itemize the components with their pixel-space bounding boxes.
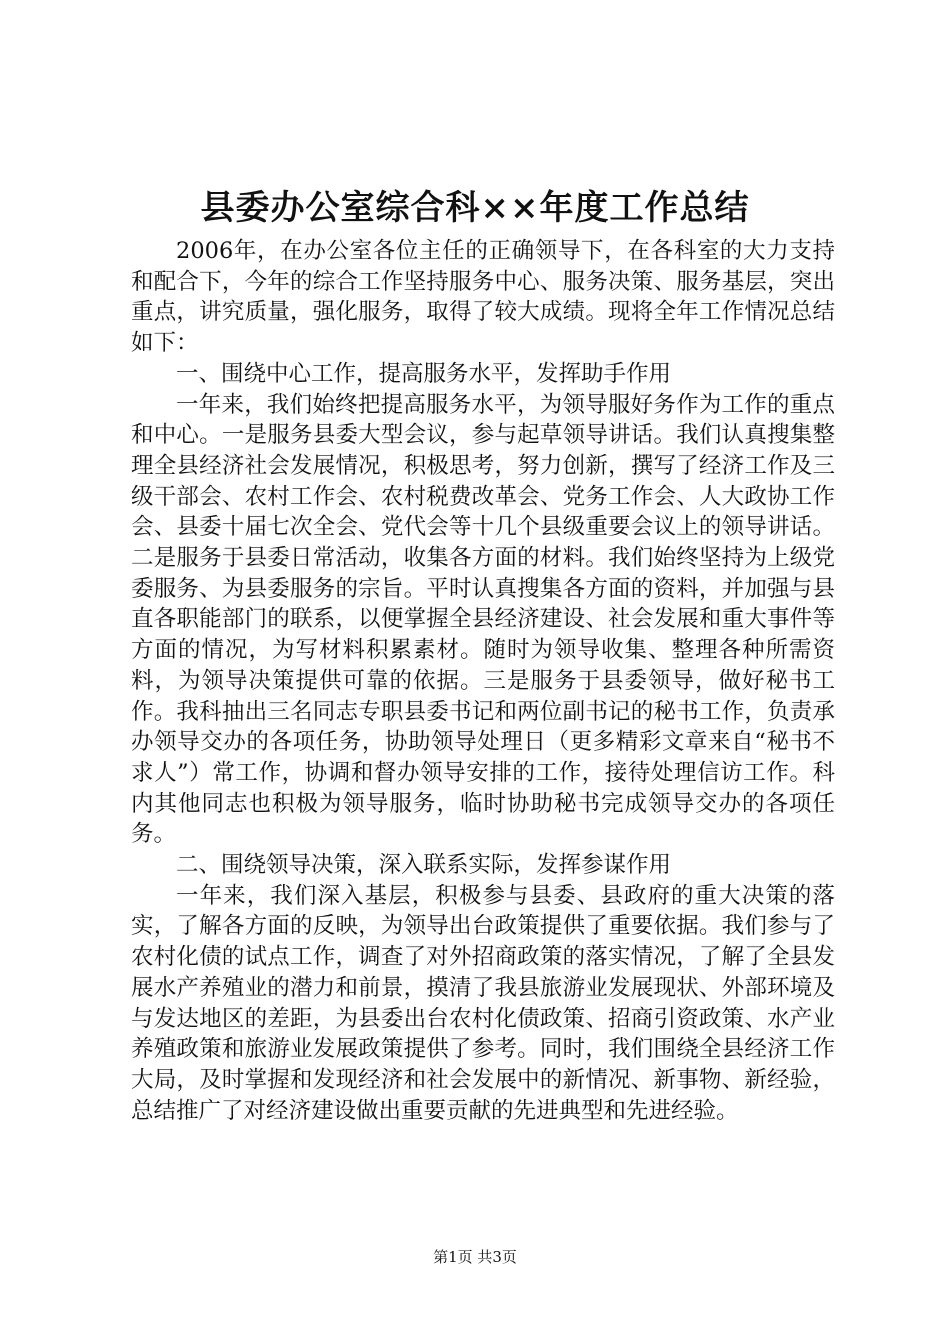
section-heading-1: 一、围绕中心工作，提高服务水平，发挥助手作用 [176, 360, 672, 387]
paragraph-section-2: 一年来，我们深入基层，积极参与县委、县政府的重大决策的落实，了解各方面的反映，为领导出台政策提供了重要依据。我们参与了农村化债的试点工作，调查了对外招商政策的落实情况，了解了全县发展水产养殖业的潜力和前景，摸清了我县旅游业发展现状、外部环境及与发达地区的差距，为县委出台农村化债政策、招商引资政策、水产业养殖政策和旅游业发展政策提供了参考。同时，我们围绕全县经济工作大局，及时掌握和发现经济和社会发展中的新情况、新事物、新经验，总结推广了对经济建设做出重要贡献的先进典型和先进经验。 [131, 882, 835, 1124]
document-body [131, 236, 835, 1126]
document-title: 县委办公室综合科××年度工作总结 [200, 188, 750, 228]
page-number-footer: 第1页 共3页 [433, 1248, 517, 1266]
section-heading-2: 二、围绕领导决策，深入联系实际，发挥参谋作用 [176, 852, 672, 879]
paragraph-section-1: 一年来，我们始终把提高服务水平，为领导服好务作为工作的重点和中心。一是服务县委大型会议，参与起草领导讲话。我们认真搜集整理全县经济社会发展情况，积极思考，努力创新，撰写了经济工作及三级干部会、农村工作会、农村税费改革会、党务工作会、人大政协工作会、县委十届七次全会、党代会等十几个县级重要会议上的领导讲话。二是服务于县委日常活动，收集各方面的材料。我们始终坚持为上级党委服务、为县委服务的宗旨。平时认真搜集各方面的资料，并加强与县直各职能部门的联系，以便掌握全县经济建设、社会发展和重大事件等方面的情况，为写材料积累素材。随时为领导收集、整理各种所需资料，为领导决策提供可靠的依据。三是服务于县委领导，做好秘书工作。我科抽出三名同志专职县委书记和两位副书记的秘书工作，负责承办领导交办的各项任务，协助领导处理日（更多精彩文章来自“秘书不求人”）常工作，协调和督办领导安排的工作，接待处理信访工作。科内其他同志也积极为领导服务，临时协助秘书完成领导交办的各项任务。 [131, 391, 835, 848]
paragraph-intro: 2006年，在办公室各位主任的正确领导下，在各科室的大力支持和配合下，今年的综合工作坚持服务中心、服务决策、服务基层，突出重点，讲究质量，强化服务，取得了较大成绩。现将全年工作情况总结如下： [131, 238, 835, 357]
